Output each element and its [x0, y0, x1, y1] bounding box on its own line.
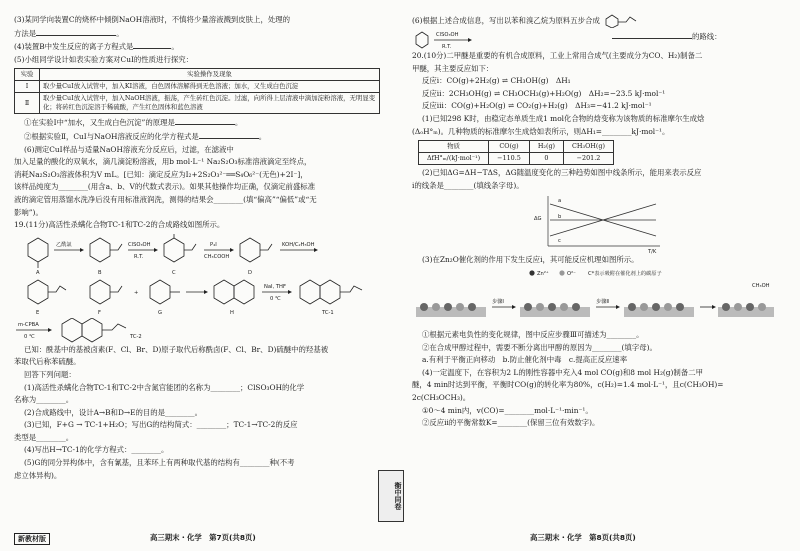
- molecule-c: [164, 234, 196, 262]
- edition-badge: 新教材版: [14, 533, 50, 545]
- p3-text: (3)在Zn₂O催化剂的作用下发生反应ⅰ，其可能反应机理如图所示。: [422, 255, 639, 265]
- p3b-text: ②在合成甲醇过程中，需要不断分离出甲醇的原因为________(填字母)。: [422, 342, 657, 352]
- scheme-row-3-figure: [14, 318, 380, 344]
- molecule-tc1: [300, 280, 362, 304]
- line-label-a: a: [558, 198, 562, 205]
- table-header: CH₃OH(g): [564, 141, 614, 153]
- q6-text-line: 消耗Na₂S₂O₃溶液体积为V mL。[已知：滴定反应为I₂+2S₂O₃²⁻══S₄O₆²⁻(无色)+2I⁻]，: [14, 169, 308, 179]
- right-page: [412, 14, 778, 430]
- route-reagent: ClSO₃OH: [436, 32, 459, 38]
- label-d: D: [248, 269, 252, 276]
- table-header: CO(g): [489, 141, 530, 153]
- p2-text-cont: ⅰ的线条是________(填线条字母)。: [412, 180, 524, 190]
- scheme-row-3: [14, 318, 380, 344]
- q20-title-cont: 甲醚，其主要反应如下：: [412, 63, 494, 73]
- condition-0c-2: 0 ℃: [24, 333, 35, 340]
- label-g: G: [158, 309, 163, 316]
- reaction-3: 反应ⅲ：CO(g)+H₂O(g) ⇌ CO₂(g)+H₂(g) ΔH₃=−41.2 kJ·mol⁻¹: [422, 101, 652, 111]
- reagent-koh: KOH/C₂H₅OH: [282, 241, 315, 248]
- reagent-mcpba: m-CPBA: [18, 321, 39, 328]
- p4b-text: ②反应ⅱ的平衡常数K=________(保留三位有效数字)。: [422, 418, 600, 428]
- p2-text: (2)已知ΔG=ΔH−TΔS，ΔG随温度变化的三种趋势如图中线条所示，能用来表示反应: [422, 168, 702, 178]
- reaction-2: 反应ⅱ：2CH₃OH(g) ⇌ CH₃OCH₃(g)+H₂O(g) ΔH₂=−23.5 kJ·mol⁻¹: [422, 88, 666, 98]
- enthalpy-table: [418, 140, 614, 165]
- table-head-exp: 实验: [15, 69, 40, 81]
- plus-sign: +: [134, 289, 139, 296]
- molecule-e: [28, 280, 66, 304]
- molecule-a: [28, 238, 48, 268]
- label-e: E: [36, 309, 40, 316]
- legend-note: C*表示吸附在催化剂上的碳原子: [588, 270, 662, 277]
- p4-text-cont: 醚，4 min时达到平衡，平衡时CO(g)的转化率为80%，c(H₂)=1.4 mol·L⁻¹，且c(CH₃OH)=: [412, 380, 724, 390]
- product-label: CH₃OH: [752, 282, 770, 289]
- condition-rt: R.T.: [134, 253, 144, 260]
- q6-text-line: 该样品纯度为________(用含a、b、V的代数式表示)。如果其他操作均正确，仅滴定前盛标准: [14, 182, 316, 192]
- s1-text: (1)高活性杀螨化合物TC-1和TC-2中含氮官能团的名称为________；ClSO₃OH的化学: [24, 382, 305, 392]
- q6-right-text: (6)根据上述合成信息，写出以苯和溴乙烷为原料五步合成: [412, 14, 778, 28]
- p3b-options: a.有利于平衡正向移动 b.防止催化剂中毒 c.提高正反应速率: [422, 355, 628, 365]
- mechanism-figure: [412, 267, 778, 329]
- label-c: C: [172, 269, 176, 276]
- s4-text: (4)写出H→TC-1的化学方程式：________。: [24, 445, 169, 455]
- table-row: Ⅱ 取少量CuI放入试管中，加入NaOH溶液，振荡，产生砖红色沉淀。过滤，向所得上层清液中滴加淀粉溶液，无明显变化；将砖红色沉淀溶于稀硫酸，产生红色固体和蓝色溶液: [15, 93, 380, 114]
- s5-text-cont: 虑立体异构)。: [14, 470, 62, 480]
- route-start: [412, 28, 778, 50]
- target-molecule: [602, 14, 648, 28]
- molecule-f: [90, 280, 122, 304]
- s5-text: (5)G的同分异构体中，含有氰基，且苯环上有两种取代基的结构有________种(不考: [24, 458, 295, 468]
- table-head-ops: 实验操作及现象: [40, 69, 380, 81]
- label-h: H: [230, 309, 234, 316]
- s3-text: (3)已知，F+G → TC-1+H₂O；写出G的结构简式：________；TC-1→TC-2的反应: [24, 420, 298, 430]
- synthesis-scheme-figure: [14, 234, 380, 316]
- graph-x-label: T/K: [648, 249, 657, 255]
- seal-stamp: 衡中同卷: [378, 470, 404, 522]
- footer-right: 高三期末・化学 第8页(共8页): [530, 533, 636, 542]
- table-header: 物质: [419, 141, 489, 153]
- q3-text: (3)某同学向装置C的烧杯中倾倒NaOH溶液时，不慎将少量溶液溅到皮肤上，处理的: [14, 15, 291, 24]
- reagent-nai: NaI, THF: [264, 283, 286, 290]
- catalyst-surface-2: [520, 303, 590, 317]
- legend-zn: Zn²⁺: [537, 270, 549, 277]
- p4a-text: ①0～4 min内，v(CO)=________mol·L⁻¹·min⁻¹。: [422, 405, 593, 415]
- reagent-acetyl: 乙酰氯: [56, 241, 72, 248]
- note-text-cont: 苯取代后称苯硫醚。: [14, 357, 81, 367]
- note-text: 已知：酰基中的基被卤素(F、Cl、Br、D)原子取代后称酰卤(F、Cl、Br、D)硫醚中的羟基被: [24, 344, 329, 354]
- molecule-h: [214, 280, 254, 304]
- table-row: Ⅰ 取少量CuI放入试管中，加入KI溶液，白色固体溶解得到无色溶液；加水，又生成白色沉淀: [15, 81, 380, 93]
- s2-text: (2)合成路线中，设计A→B和D→E的目的是________。: [24, 407, 202, 417]
- molecule-tc2: [62, 318, 126, 342]
- reagent-acoh: CH₃COOH: [204, 253, 230, 260]
- step1-label: 步骤Ⅰ: [492, 298, 504, 305]
- legend-o: O²⁻: [567, 270, 576, 277]
- experiment-table: [14, 68, 380, 114]
- label-f: F: [98, 309, 101, 316]
- condition-0c: 0 ℃: [270, 295, 281, 302]
- table-header: H₂(g): [529, 141, 563, 153]
- graph-y-label: ΔG: [534, 216, 542, 223]
- legend-zn-dot: [529, 270, 534, 275]
- q4-text: (4)装置B中发生反应的离子方程式是 。: [14, 42, 179, 52]
- reagent-clso3oh: ClSO₃OH: [128, 241, 151, 248]
- left-page: [14, 14, 380, 482]
- q6-text: (6)测定CuI样品与适量NaOH溶液充分反应后，过滤，在滤液中: [24, 144, 234, 154]
- q5a-text: ①在实验Ⅰ中“加水，又生成白色沉淀”的原理是 。: [24, 118, 243, 128]
- route-start-figure: [412, 28, 532, 50]
- q3-text-cont: 方法是 。: [14, 28, 124, 38]
- legend-o-dot: [559, 270, 564, 275]
- p4-text-cont2: 2c(CH₃OCH₃)。: [412, 392, 471, 402]
- catalyst-surface-1: [416, 303, 486, 317]
- catalyst-surface-4: [718, 303, 774, 317]
- molecule-d: [240, 238, 272, 262]
- q5-text: (5)小组同学设计如表实验方案对CuI的性质进行探究：: [14, 54, 194, 64]
- reagent-p4i: P₄I: [210, 241, 217, 248]
- delta-g-graph: [412, 192, 778, 254]
- molecule-b: [90, 238, 122, 262]
- answer-prompt: 回答下列问题：: [24, 369, 76, 379]
- q6-text-line: 影响”)。: [14, 207, 43, 217]
- route-condition: R.T.: [442, 44, 452, 50]
- p4-text: (4)一定温度下，在容积为2 L的刚性容器中充入4 mol CO(g)和8 mol H₂(g)制备二甲: [422, 367, 703, 377]
- line-label-c: c: [558, 238, 561, 245]
- footer-left: 高三期末・化学 第7页(共8页): [150, 533, 256, 542]
- p1-text-cont: (ΔₒH°ₘ)。几种物质的标准摩尔生成焓如表所示，则ΔH₁=________kJ·mol⁻¹。: [412, 126, 670, 136]
- table-row: ΔfH°ₘ/(kJ·mol⁻¹) −110.5 0 −201.2: [419, 153, 614, 165]
- p3a-text: ①根据元素电负性的变化规律，图中反应步骤Ⅲ可描述为________。: [422, 329, 644, 339]
- q5b-text: ②根据实验Ⅱ，CuI与NaOH溶液反应的化学方程式是 。: [24, 131, 267, 141]
- q6-text-line: 加入足量的酸化的双氧水，滴几滴淀粉溶液，用b mol·L⁻¹ Na₂S₂O₃标准溶液滴定至终点，: [14, 157, 312, 167]
- p1-text: (1)已知298 K时，由稳定态单质生成1 mol化合物的焓变称为该物质的标准摩尔生成焓: [422, 113, 705, 123]
- mechanism-diagram: [412, 267, 778, 329]
- label-tc2: TC-2: [130, 333, 142, 340]
- synthesis-scheme: [14, 234, 380, 316]
- s3-text-cont: 类型是________。: [14, 432, 74, 442]
- s1-text-cont: 名称为________。: [14, 395, 74, 405]
- catalyst-surface-3: [624, 303, 694, 317]
- step2-label: 步骤Ⅱ: [596, 298, 609, 305]
- molecule-g: [150, 280, 180, 304]
- reaction-1: 反应ⅰ：CO(g)+2H₂(g) ⇌ CH₃OH(g) ΔH₁: [422, 76, 571, 86]
- line-label-b: b: [558, 214, 562, 221]
- q19-title: 19.(11分)高活性杀螨化合物TC-1和TC-2的合成路线如图所示。: [14, 220, 225, 230]
- route-prompt: 的路线：: [612, 30, 722, 44]
- label-a: A: [36, 269, 40, 276]
- q6-text-line: 液的滴定管用蒸馏水洗净后没有用标准液润洗，测得的结果会________(填“偏高”“偏低”或“无: [14, 194, 317, 204]
- q20-title: 20.(10分)二甲醚是重要的有机合成原料，工业上常用合成气(主要成分为CO、H₂)制备二: [412, 51, 703, 60]
- label-tc1: TC-1: [322, 309, 334, 316]
- label-b: B: [98, 269, 102, 276]
- delta-g-graph-figure: [532, 192, 672, 254]
